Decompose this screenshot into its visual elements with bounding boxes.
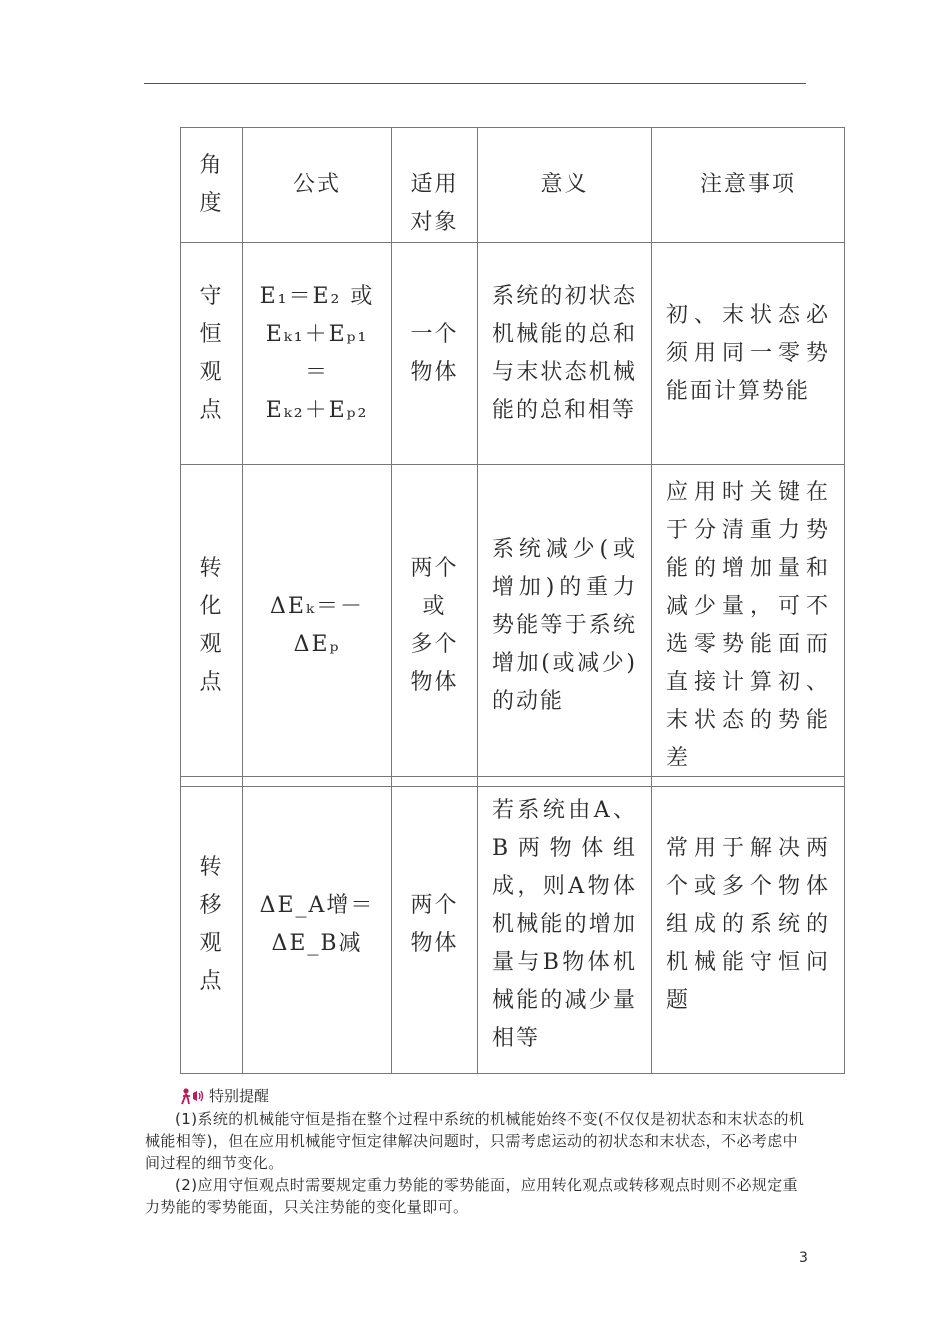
formula-line: ΔEₖ＝－ΔEₚ (270, 593, 364, 657)
row-note: 常用于解决两个或多个物体组成的系统的机械能守恒问题 (652, 777, 845, 1074)
row-formula (243, 243, 392, 465)
formula-line: E₁＝E₂ 或 (259, 283, 375, 309)
row-object: 两个 物体 (410, 893, 459, 956)
row-note: 应用时关键在于分清重力势能的增加量和减少量，可不选零势能面而直接计算初、末状态的势能差 (652, 465, 845, 787)
row-angle: 守恒 观点 (199, 283, 224, 423)
reminder-heading (180, 1085, 269, 1106)
conservation-table (180, 127, 845, 787)
header-object-text: 适用 对象 (410, 172, 459, 235)
row-object: 一个 物体 (410, 321, 459, 385)
table-row (181, 777, 845, 1074)
header-object (392, 128, 478, 243)
formula-line: ΔE_A增＝ΔE_B减 (259, 893, 375, 956)
reminder-title: 特别提醒 (209, 1087, 270, 1105)
table-header-row (181, 128, 845, 243)
row-meaning: 系统的初状态机械能的总和与末状态机械能的总和相等 (478, 243, 652, 465)
row-angle: 转移 观点 (199, 855, 224, 994)
row-note: 初、末状态必须用同一零势能面计算势能 (652, 243, 845, 465)
reminder-paragraph: (1)系统的机械能守恒是指在整个过程中系统的机械能始终不变(不仅仅是初状态和末状态的机械能相等)，但在应用机械能守恒定律解决问题时，只需考虑运动的初状态和末状态，不必考虑中间过程的细节变化。 (145, 1110, 805, 1172)
conservation-table-continued (180, 776, 845, 1074)
page-number: 3 (799, 1250, 808, 1266)
header-rule (144, 83, 806, 84)
table-row (181, 465, 845, 787)
row-angle: 转化 观点 (199, 555, 224, 695)
reminder-paragraph: (2)应用守恒观点时需要规定重力势能的零势能面，应用转化观点或转移观点时则不必规定重力势能的零势能面，只关注势能的变化量即可。 (145, 1176, 799, 1216)
formula-line: Eₖ₂＋Eₚ₂ (265, 397, 369, 423)
header-meaning: 意义 (478, 128, 652, 243)
row-object: 两个或 多个 物体 (410, 555, 459, 695)
row-formula (243, 777, 392, 1074)
formula-line: Eₖ₁＋Eₚ₁＝ (265, 321, 369, 385)
table-row (181, 243, 845, 465)
reminder-icon (180, 1087, 206, 1105)
header-angle: 角度 (181, 128, 243, 243)
header-note: 注意事项 (652, 128, 845, 243)
row-meaning: 系统减少(或增加)的重力势能等于系统增加(或减少)的动能 (478, 465, 652, 787)
row-formula (243, 465, 392, 787)
header-formula: 公式 (243, 128, 392, 243)
row-meaning: 若系统由A、B两物体组成，则A物体机械能的增加量与B物体机械能的减少量相等 (478, 777, 652, 1074)
